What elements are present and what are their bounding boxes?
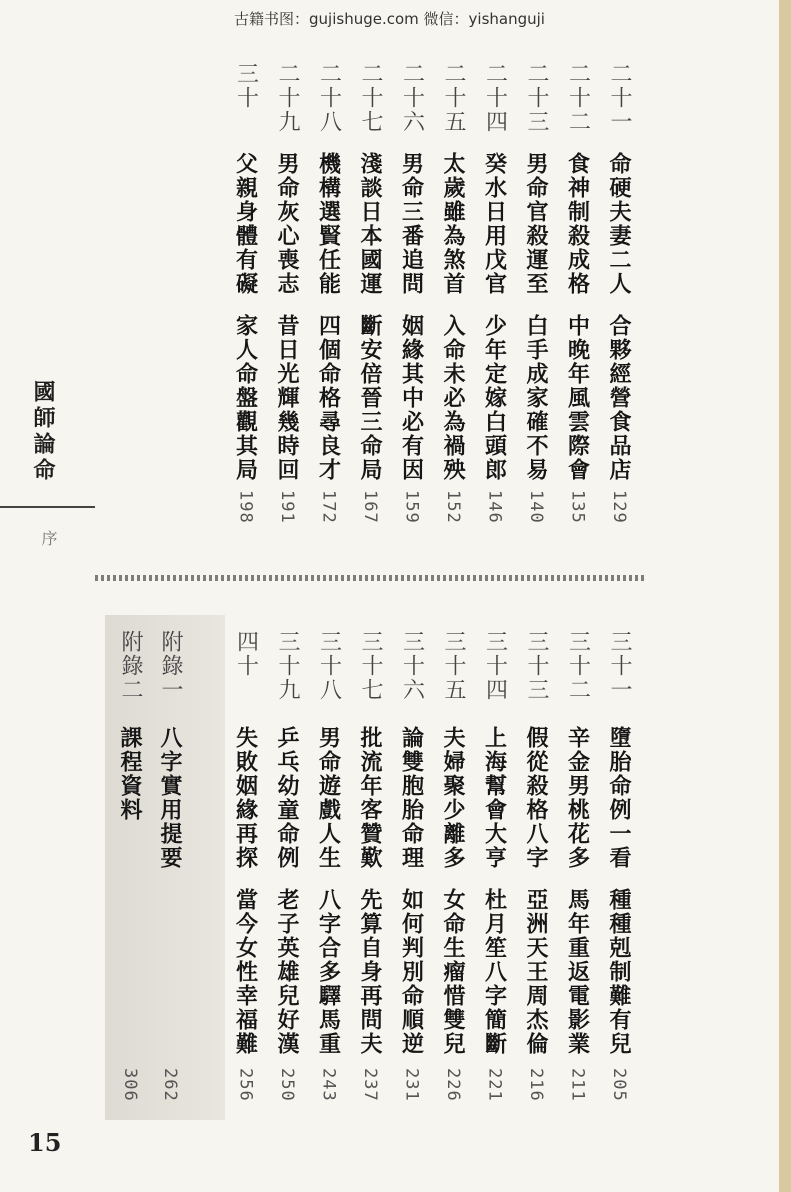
entry-page-number: 191 <box>277 490 297 524</box>
toc-entry <box>521 62 551 542</box>
divider-line <box>95 575 645 581</box>
entry-page-number: 140 <box>526 490 546 524</box>
entry-page-number: 152 <box>443 490 463 524</box>
toc-entry <box>604 630 634 1110</box>
entry-title-part1: 癸水日用戊官 <box>481 152 508 296</box>
entry-title-part1: 男命遊戲人生 <box>315 726 342 870</box>
entry-number: 三十一 <box>607 630 632 702</box>
entry-title-part2: 入命未必為禍殃 <box>440 314 466 482</box>
entry-title-part1: 假從殺格八字 <box>523 726 549 870</box>
entry-title-part1: 男命三番追問 <box>398 152 425 296</box>
entry-page-number: 211 <box>567 1068 588 1102</box>
entry-number: 三十四 <box>482 630 508 702</box>
entry-page-number: 167 <box>360 490 380 524</box>
entry-page-number: 129 <box>609 490 629 524</box>
entry-title-part1: 論雙胞胎命理 <box>398 726 425 870</box>
toc-entry <box>355 62 385 542</box>
toc-entry <box>115 630 145 1110</box>
entry-number: 二十八 <box>316 62 342 134</box>
running-head-rule <box>0 506 95 508</box>
entry-title-part1: 墮胎命例一看 <box>606 726 632 870</box>
toc-entry <box>438 62 468 542</box>
entry-title-part2: 家人命盤觀其局 <box>232 314 259 482</box>
entry-number: 三十八 <box>316 630 342 702</box>
toc-entry <box>314 62 344 542</box>
entry-number: 二十九 <box>275 62 300 134</box>
entry-number: 四十 <box>233 630 259 678</box>
entry-title-part1: 上海幫會大亨 <box>481 726 508 870</box>
entry-page-number: 146 <box>484 490 505 524</box>
entry-number: 三十 <box>233 62 259 110</box>
entry-title-part1: 失敗姻緣再探 <box>232 726 259 870</box>
entry-page-number: 250 <box>277 1068 297 1102</box>
entry-page-number: 306 <box>120 1068 140 1102</box>
entry-title-part2: 合夥經營食品店 <box>606 314 632 482</box>
toc-entry <box>155 630 185 1110</box>
watermark: 古籍书图：gujishuge.com 微信：yishanguji <box>234 10 545 28</box>
entry-number: 二十七 <box>358 62 383 134</box>
entry-title-part2: 少年定嫁白頭郎 <box>481 314 508 482</box>
entry-title-part1: 乒乓幼童命例 <box>274 726 300 870</box>
entry-number: 三十二 <box>565 630 591 702</box>
toc-entry <box>563 62 593 542</box>
toc-entry <box>397 630 427 1110</box>
entry-page-number: 172 <box>318 490 339 524</box>
entry-title-part2: 八字合多驛馬重 <box>315 888 342 1056</box>
entry-title-part2: 白手成家確不易 <box>523 314 549 482</box>
entry-title-part2: 種種剋制難有兒 <box>606 888 632 1056</box>
toc-entry <box>604 62 634 542</box>
entry-title-part2: 昔日光輝幾時回 <box>274 314 300 482</box>
entry-page-number: 159 <box>401 490 422 524</box>
entry-title-part2: 亞洲天王周杰倫 <box>523 888 549 1056</box>
entry-page-number: 198 <box>235 490 256 524</box>
page-edge <box>779 0 791 1192</box>
toc-entry <box>355 630 385 1110</box>
entry-title-part1: 男命灰心喪志 <box>274 152 300 296</box>
section-label: 序 <box>39 530 58 546</box>
entry-page-number: 216 <box>526 1068 546 1102</box>
entry-title-part2: 女命生瘤惜雙兒 <box>440 888 466 1056</box>
entry-title-part1: 機構選賢任能 <box>315 152 342 296</box>
entry-title: 課程資料 <box>117 726 143 822</box>
entry-title-part2: 當今女性幸福難 <box>232 888 259 1056</box>
entry-number: 二十一 <box>607 62 632 134</box>
entry-page-number: 237 <box>360 1068 380 1102</box>
entry-page-number: 135 <box>567 490 588 524</box>
entry-title-part2: 先算自身再問夫 <box>357 888 383 1056</box>
entry-number: 三十九 <box>275 630 300 702</box>
entry-number: 二十五 <box>441 62 466 134</box>
entry-title-part1: 批流年客贊歎 <box>357 726 383 870</box>
entry-title-part2: 如何判別命順逆 <box>398 888 425 1056</box>
toc-entry <box>438 630 468 1110</box>
entry-page-number: 256 <box>235 1068 256 1102</box>
folio-number: 15 <box>28 1128 62 1157</box>
toc-entry <box>480 62 510 542</box>
entry-title-part2: 老子英雄兒好漢 <box>274 888 300 1056</box>
entry-page-number: 221 <box>484 1068 505 1102</box>
entry-title-part2: 杜月笙八字簡斷 <box>481 888 508 1056</box>
entry-number: 三十七 <box>358 630 383 702</box>
entry-page-number: 262 <box>160 1068 180 1102</box>
toc-entry <box>231 62 261 542</box>
entry-page-number: 231 <box>401 1068 422 1102</box>
entry-number: 三十三 <box>524 630 549 702</box>
toc-entry <box>272 630 302 1110</box>
toc-entry <box>397 62 427 542</box>
entry-title-part1: 食神制殺成格 <box>564 152 591 296</box>
toc-entry <box>563 630 593 1110</box>
entry-title-part1: 辛金男桃花多 <box>564 726 591 870</box>
toc-entry <box>231 630 261 1110</box>
entry-page-number: 226 <box>443 1068 463 1102</box>
entry-title-part1: 命硬夫妻二人 <box>606 152 632 296</box>
entry-title-part2: 斷安倍晉三命局 <box>357 314 383 482</box>
entry-title-part2: 四個命格尋良才 <box>315 314 342 482</box>
entry-number: 三十六 <box>399 630 425 702</box>
entry-number: 二十六 <box>399 62 425 134</box>
entry-number: 附錄一 <box>158 630 183 702</box>
entry-title-part1: 夫婦聚少離多 <box>440 726 466 870</box>
entry-title-part2: 馬年重返電影業 <box>564 888 591 1056</box>
toc-entry <box>272 62 302 542</box>
toc-entry <box>480 630 510 1110</box>
entry-number: 附錄二 <box>118 630 143 702</box>
entry-title: 八字實用提要 <box>157 726 183 870</box>
running-head: 國師論命 <box>30 380 56 484</box>
toc-entry <box>521 630 551 1110</box>
entry-title-part1: 淺談日本國運 <box>357 152 383 296</box>
entry-title-part2: 中晚年風雲際會 <box>564 314 591 482</box>
entry-number: 三十五 <box>441 630 466 702</box>
entry-title-part2: 姻緣其中必有因 <box>398 314 425 482</box>
entry-number: 二十二 <box>565 62 591 134</box>
entry-title-part1: 太歲雖為煞首 <box>440 152 466 296</box>
entry-page-number: 243 <box>318 1068 339 1102</box>
entry-title-part1: 父親身體有礙 <box>232 152 259 296</box>
entry-number: 二十四 <box>482 62 508 134</box>
toc-entry <box>314 630 344 1110</box>
entry-page-number: 205 <box>609 1068 629 1102</box>
entry-title-part1: 男命官殺運至 <box>523 152 549 296</box>
entry-number: 二十三 <box>524 62 549 134</box>
